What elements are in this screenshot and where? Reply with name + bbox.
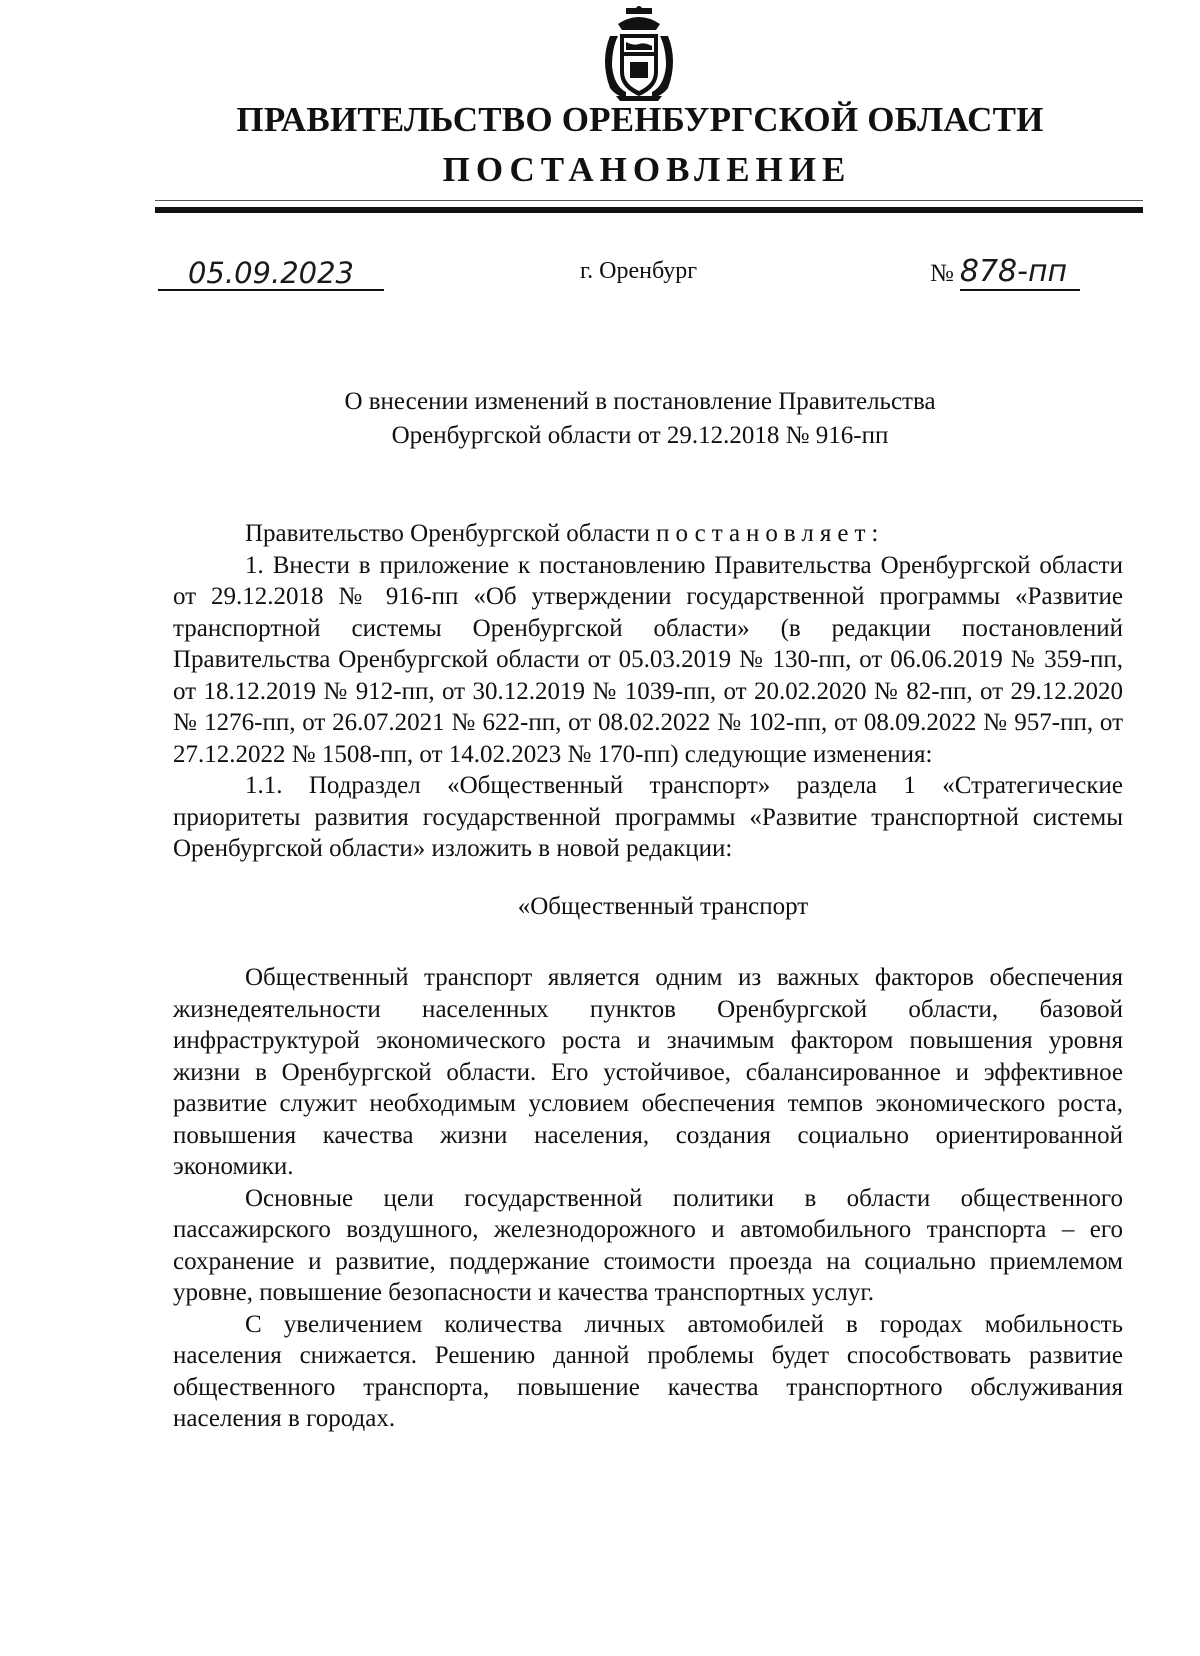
header-divider [155,207,1143,213]
paragraph-policy-goals: Основные цели государственной политики в области общественного пассажирского воздушного, железнодорожного и автомобильного транспорта – его сохранение и развитие, поддержание стоимости проезда на социально приемлемом уровне, повышение безопасности и качества транспортных услуг. [173,1184,1123,1306]
intro-prefix: Правительство Оренбургской области [245,520,657,547]
header-divider-thin [155,200,1143,201]
intro-paragraph [173,518,1123,550]
document-meta-row [0,255,1200,305]
document-city: г. Оренбург [580,258,698,284]
paragraph-1: 1. Внести в приложение к постановлению Правительства Оренбургской области от 29.12.2018 № 916-пп «Об утверждении государственной программы «Развитие транспортной системы Оренбургской области» (в редакции постановлений Правительства Оренбургской области от 05.03.2019 № 130-пп, от 06.06.2019 № 359-пп, от 18.12.2019 № 912-пп, от 30.12.2019 № 1039-пп, от 20.02.2020 № 82-пп, от 29.12.2020 № 1276-пп, от 26.07.2021 № 622-пп, от 08.02.2022 № 102-пп, от 08.09.2022 № 957-пп, от 27.12.2022 № 1508-пп, от 14.02.2023 № 170-пп) следующие изменения: [173,551,1123,768]
paragraph-mobility: С увеличением количества личных автомобилей в городах мобильность населения снижается. Решению данной проблемы будет способствовать развитие общественного транспорта, повышение качества транспортного обслуживания населения в городах. [173,1310,1123,1432]
coat-of-arms-emblem [596,6,682,102]
paragraph-1-1: 1.1. Подраздел «Общественный транспорт» раздела 1 «Стратегические приоритеты развития государственной программы «Развитие транспортной системы Оренбургской области» изложить в новой редакции: [173,772,1123,862]
number-sign: № [930,260,954,287]
subject-line-1: О внесении изменений в постановление Правительства [344,388,936,415]
document-date: 05.09.2023 [158,255,384,291]
document-type-title: ПОСТАНОВЛЕНИЕ [442,150,852,189]
document-number [930,255,1080,291]
organization-title: ПРАВИТЕЛЬСТВО ОРЕНБУРГСКОЙ ОБЛАСТИ [236,100,1044,139]
paragraph-public-transport: Общественный транспорт является одним из важных факторов обеспечения жизнедеятельности населенных пунктов Оренбургской области, базовой инфраструктурой экономического роста и значимым фактором повышения уровня жизни в Оренбургской области. Его устойчивое, сбалансированное и эффективное развитие служит необходимым условием обеспечения темпов экономического роста, повышения качества жизни населения, создания социально ориентированной экономики. [173,964,1123,1180]
intro-resolves: постановляет: [656,520,885,547]
number-value: 878-пп [960,255,1080,291]
subject-line-2: Оренбургской области от 29.12.2018 № 916-пп [391,422,889,449]
document-subject [0,385,1200,453]
section-heading: «Общественный транспорт [517,892,809,920]
document-body [173,518,1123,1435]
